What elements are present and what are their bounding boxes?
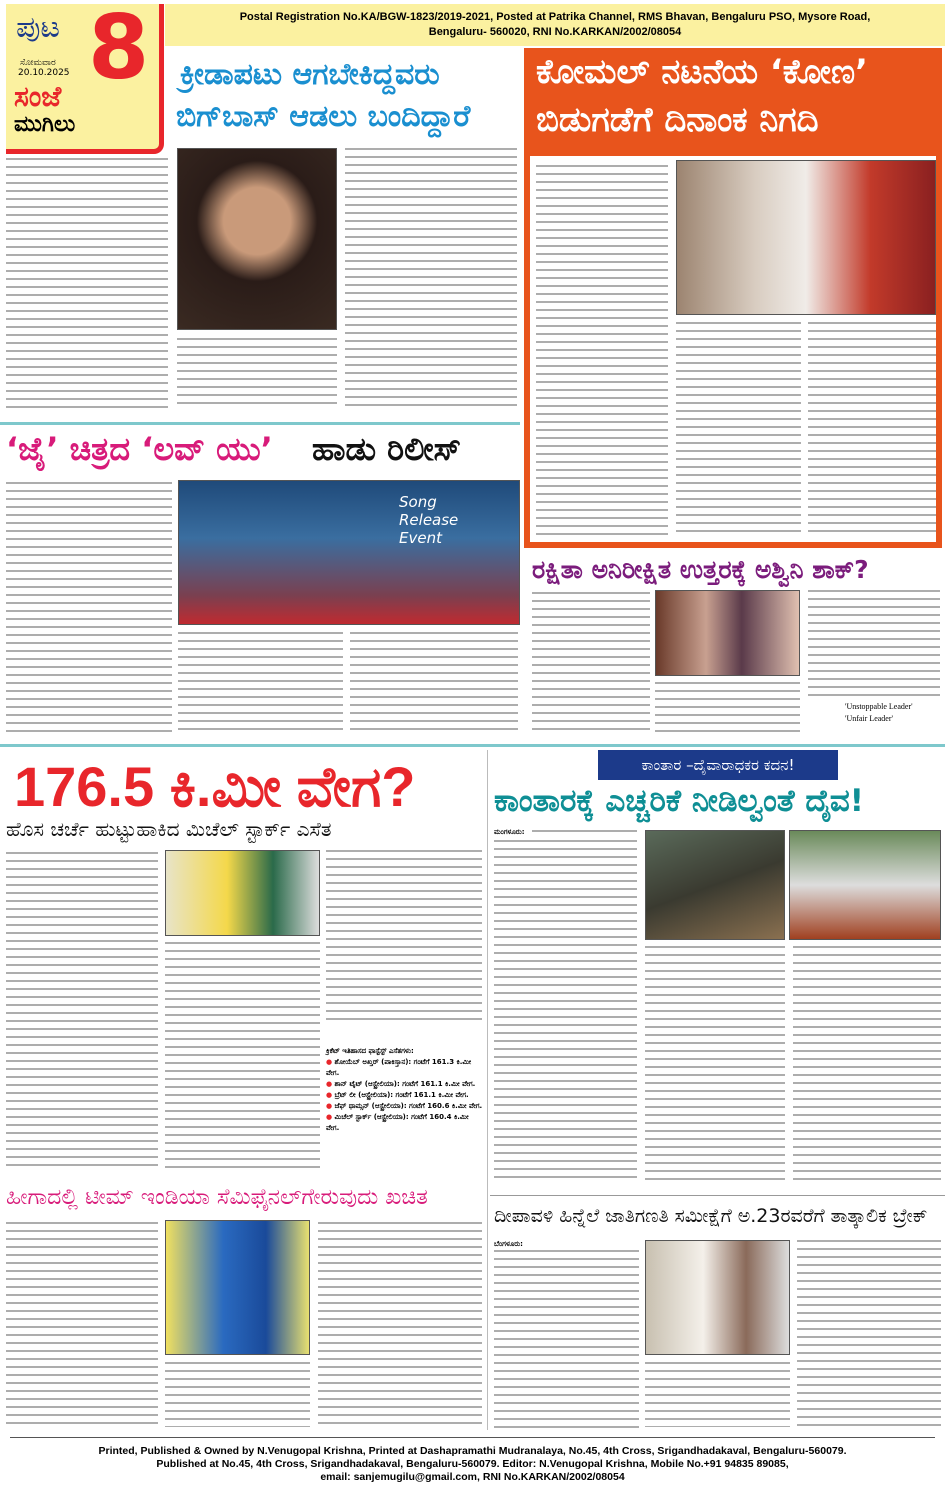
article-body [536, 165, 668, 537]
kona-headline-1: ಕೋಮಲ್ ನಟನೆಯ ‘ಕೋಣ’ [536, 52, 868, 92]
article-body [6, 158, 168, 408]
list-item: ● ಜೆಫ್ ಥಾಮ್ಸನ್ (ಆಸ್ಟ್ರೇಲಿಯಾ): ಗಂಟೆಗೆ 160.6 ಕಿ.ಮೀ ವೇಗ. [326, 1102, 483, 1110]
kantara-label: ಕಾಂತಾರ –ದೈವಾರಾಧಕರ ಕದನ! [598, 750, 838, 780]
starc-photo [165, 850, 320, 936]
quote-unstoppable: 'Unstoppable Leader' [845, 702, 913, 711]
photo-banner-text: Song Release Event [399, 493, 459, 547]
page-number: 8 [88, 0, 150, 99]
fastest-deliveries-box [326, 1046, 484, 1134]
dateline: ಬೆಂಗಳೂರು: [494, 1240, 523, 1248]
biggboss-headline-1: ಕ್ರೀಡಾಪಟು ಆಗಬೇಕಿದ್ದವರು [180, 57, 440, 92]
jai-headline-pink: ‘ಜೈ’ ಚಿತ್ರದ ‘ಲವ್ ಯು’ [6, 430, 273, 468]
article-body [808, 322, 936, 532]
article-body [318, 1222, 482, 1427]
paper-name-1: ಸಂಜೆ [14, 80, 62, 113]
kona-headline-2: ಬಿಡುಗಡೆಗೆ ದಿನಾಂಕ ನಿಗದಿ [536, 100, 819, 140]
article-body [808, 590, 940, 698]
kantara-scene-photo [645, 830, 785, 940]
daivaradhaka-photo [789, 830, 941, 940]
box-title: ಕ್ರಿಕೆಟ್ ಇತಿಹಾಸದ ಫಾಸ್ಟೆಸ್ಟ್ ಎಸೆತಗಳು: [326, 1047, 414, 1055]
dateline: ಮಂಗಳೂರು: [494, 828, 525, 836]
starc-subhead: ಹೊಸ ಚರ್ಚೆ ಹುಟ್ಟುಹಾಕಿದ ಮಿಚೆಲ್ ಸ್ಟಾರ್ಕ್ ಎಸೆತ [6, 817, 332, 841]
article-body [350, 632, 518, 732]
article-body [532, 830, 637, 838]
article-body [645, 946, 785, 1180]
kantara-headline: ಕಾಂತಾರಕ್ಕೆ ಎಚ್ಚರಿಕೆ ನೀಡಿಲ್ವಂತೆ ದೈವ! [494, 783, 864, 819]
article-body [797, 1240, 941, 1428]
starc-headline: 176.5 ಕಿ.ಮೀ ವೇಗ? [14, 755, 416, 818]
list-item: ● ಶೋಯೆಬ್ ಅಖ್ತರ್ (ಪಾಕಿಸ್ತಾನ): ಗಂಟೆಗೆ 161.3 ಕಿ.ಮೀ ವೇಗ. [326, 1058, 472, 1077]
article-body [645, 1362, 790, 1427]
article-body [165, 942, 320, 1170]
article-body [676, 322, 801, 537]
list-item: ● ಮಿಚೆಲ್ ಸ್ಟಾರ್ಕ್ (ಆಸ್ಟ್ರೇಲಿಯಾ): ಗಂಟೆಗೆ 160.4 ಕಿ.ಮೀ ವೇಗ. [326, 1113, 469, 1132]
article-body [532, 592, 650, 732]
paper-name-2: ಮುಗಿಲು [14, 112, 76, 137]
team-india-photo [165, 1220, 310, 1355]
date: 20.10.2025 [18, 68, 70, 78]
quote-unfair: 'Unfair Leader' [845, 714, 893, 723]
jai-headline-black: ಹಾಡು ರಿಲೀಸ್ [312, 430, 462, 468]
footer-imprint [0, 1445, 945, 1484]
song-release-photo [178, 480, 520, 625]
footer-line-2: Published at No.45, 4th Cross, Srigandhadakaval, Bengaluru-560079. Editor: N.Venugopal Krishna, Mobile No.+91 94835 89085, [156, 1458, 789, 1470]
masthead [6, 0, 164, 154]
article-body [178, 632, 343, 732]
postal-banner [165, 4, 945, 46]
survey-photo [645, 1240, 790, 1355]
day: ಸೋಮವಾರ [20, 58, 56, 68]
actress-photo [177, 148, 337, 330]
footer-line-3: email: sanjemugilu@gmail.com, RNI No.KARKAN/2002/08054 [320, 1471, 625, 1483]
postal-line-2: Bengaluru- 560020, RNI No.KARKAN/2002/08054 [428, 26, 682, 38]
article-body [494, 1250, 639, 1428]
article-body [655, 682, 800, 732]
kona-cast-photo [676, 160, 936, 315]
list-item: ● ಬ್ರೆಟ್ ಲೀ (ಆಸ್ಟ್ರೇಲಿಯಾ): ಗಂಟೆಗೆ 161.1 ಕಿ.ಮೀ ವೇಗ. [326, 1091, 469, 1099]
article-body [165, 1362, 310, 1427]
article-body [326, 850, 482, 1020]
section-divider [0, 744, 945, 747]
article-body [6, 1222, 158, 1427]
contestants-photo [655, 590, 800, 676]
photo-caption [177, 338, 337, 408]
biggboss-headline-2: ಬಿಗ್‌ಬಾಸ್ ಆಡಲು ಬಂದಿದ್ದಾರೆ [176, 99, 471, 134]
list-item: ● ಶಾನ್ ಟೈಟ್ (ಆಸ್ಟ್ರೇಲಿಯಾ): ಗಂಟೆಗೆ 161.1 ಕಿ.ಮೀ ವೇಗ. [326, 1080, 476, 1088]
footer-line-1: Printed, Published & Owned by N.Venugopal Krishna, Printed at Dashapramathi Mudranalaya, No.45, 4th Cross, Srigandhadakaval, Bengaluru-560079. [98, 1445, 847, 1457]
teamindia-headline: ಹೀಗಾದಲ್ಲಿ ಟೀಮ್ ಇಂಡಿಯಾ ಸೆಮಿಫೈನಲ್‌ಗೇರುವುದು ಖಚಿತ [6, 1185, 428, 1210]
rakshita-headline: ರಕ್ಷಿತಾ ಅನಿರೀಕ್ಷಿತ ಉತ್ತರಕ್ಕೆ ಅಶ್ವಿನಿ ಶಾಕ್? [532, 555, 869, 584]
postal-line-1: Postal Registration No.KA/BGW-1823/2019-2021, Posted at Patrika Channel, RMS Bhavan, Bengaluru PSO, Mysore Road, [239, 11, 871, 23]
article-body [494, 840, 637, 1180]
article-body [345, 148, 517, 408]
article-body [793, 946, 941, 1180]
census-headline: ದೀಪಾವಳಿ ಹಿನ್ನೆಲೆ ಜಾತಿಗಣತಿ ಸಮೀಕ್ಷೆಗೆ ಅ.23ರವರೆಗೆ ತಾತ್ಕಾಲಿಕ ಬ್ರೇಕ್ [494, 1205, 928, 1227]
article-body [6, 482, 172, 732]
article-body [6, 852, 158, 1172]
page-label: ಪುಟ [16, 10, 61, 45]
